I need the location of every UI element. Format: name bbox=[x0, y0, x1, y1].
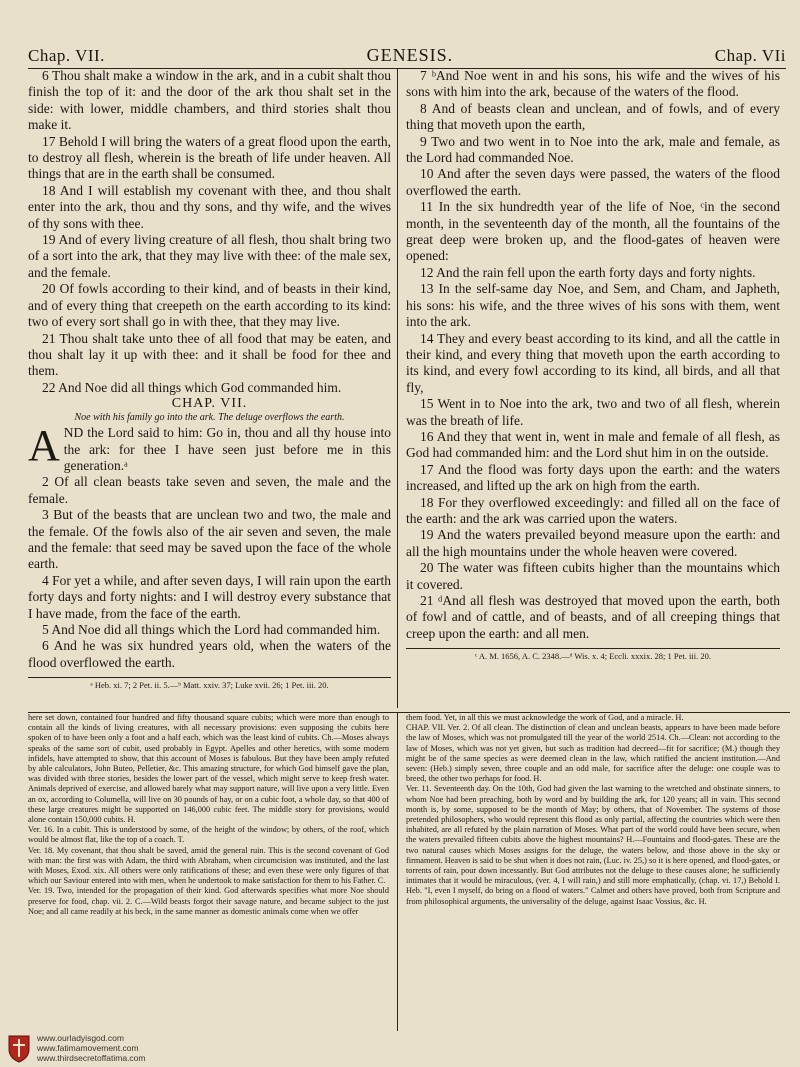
verse: 21 ᵈAnd all flesh was destroyed that moved upon the earth, both of fowl and of cattle, and of beasts, and of all creeping things that creep upon the earth: and all men. bbox=[406, 593, 780, 641]
cross-references-left: ᵃ Heb. xi. 7; 2 Pet. ii. 5.—ᵇ Matt. xxiv. 37; Luke xvii. 26; 1 Pet. iii. 20. bbox=[28, 677, 391, 691]
commentary-notes bbox=[28, 712, 790, 1031]
first-verse-text: ND the Lord said to him: Go in, thou and all thy house into the ark: for thee I have seen just before me in this generation.ᵃ bbox=[63, 425, 391, 473]
note-paragraph: Ver. 19. Two, intended for the propagation of their kind. God afterwards specifies what more Noe should preserve for food, chap. vii. 2. C.—Wild beasts forgot their savage nature, and became subject to the just Noe; and all came readily at his beck, in the same manner as domestic animals come when we offer bbox=[28, 886, 389, 916]
footer-link[interactable]: www.fatimamovement.com bbox=[37, 1043, 139, 1053]
left-column bbox=[28, 68, 398, 708]
verse: 9 Two and two went in to Noe into the ark, male and female, as the Lord had commanded Noe. bbox=[406, 133, 780, 166]
verse: 18 And I will establish my covenant with thee, and thou shalt enter into the ark, thou and thy sons, and thy wife, and the wives of thy sons with thee. bbox=[28, 182, 391, 231]
verse: 21 Thou shalt take unto thee of all food that may be eaten, and thou shalt lay it up with thee: and it shall be food for thee and them. bbox=[28, 330, 391, 379]
verse: 5 And Noe did all things which the Lord had commanded him. bbox=[42, 622, 381, 637]
cross-references-right: ᶜ A. M. 1656, A. C. 2348.—ᵈ Wis. x. 4; Eccli. xxxix. 28; 1 Pet. iii. 20. bbox=[406, 648, 780, 662]
verse: 20 The water was fifteen cubits higher than the mountains which it covered. bbox=[406, 560, 780, 592]
verse: 6 Thou shalt make a window in the ark, and in a cubit shalt thou finish the top of it: and the door of the ark thou shalt set in the side: with lower, middle chambers, and third stories shalt thou make it. bbox=[28, 68, 391, 133]
verse: 12 And the rain fell upon the earth forty days and forty nights. bbox=[420, 264, 756, 280]
verse: 20 Of fowls according to their kind, and of beasts in their kind, and of every thing that creepeth on the earth according to its kind: two of every sort shall go in with thee, that they may live. bbox=[28, 281, 391, 330]
page-header bbox=[28, 36, 786, 69]
verse: 7 ᵇAnd Noe went in and his sons, his wife and the wives of his sons with him into the ark, because of the waters of the flood. bbox=[406, 68, 780, 100]
verse: 18 For they overflowed exceedingly: and filled all on the face of the earth: and the ark was carried upon the waters. bbox=[406, 494, 780, 526]
verse: 2 Of all clean beasts take seven and seven, the male and the female. bbox=[28, 474, 391, 506]
crest-logo-icon bbox=[6, 1033, 32, 1063]
note-paragraph: Ver. 16. In a cubit. This is understood by some, of the height of the window; by others, of the roof, which would be almost flat, like the top of a coach. T. bbox=[28, 825, 389, 845]
verse: 17 Behold I will bring the waters of a great flood upon the earth, to destroy all flesh, wherein is the breath of life under heaven. All things that are in the earth shall be consumed. bbox=[28, 133, 391, 182]
chapter-summary: Noe with his family go into the ark. The deluge overflows the earth. bbox=[74, 412, 345, 424]
footer-urls bbox=[37, 1033, 146, 1063]
verse: 13 In the self-same day Noe, and Sem, and Cham, and Japheth, his sons: his wife, and the three wives of his sons with them, went into the ark. bbox=[406, 281, 780, 330]
first-verse bbox=[28, 421, 391, 474]
verse: 11 In the six hundredth year of the life of Noe, ᶜin the second month, in the seventeenth day of the month, all the fountains of the great deep were broken up, and the flood-gates of heaven were opened: bbox=[406, 199, 780, 264]
verse: 15 Went in to Noe into the ark, two and two of all flesh, wherein was the breath of life. bbox=[406, 396, 780, 428]
note-paragraph: them food. Yet, in all this we must acknowledge the work of God, and a miracle. H. bbox=[406, 713, 684, 722]
notes-right-column bbox=[398, 713, 780, 1031]
verse: 17 And the flood was forty days upon the earth: and the waters increased, and lifted up the ark on high from the earth. bbox=[406, 461, 780, 494]
verse: 19 And of every living creature of all flesh, thou shalt bring two of a sort into the ark, that they may live with thee: of the male sex, and the female. bbox=[28, 232, 391, 280]
drop-cap: A bbox=[28, 421, 60, 471]
note-paragraph: Ver. 11. Seventeenth day. On the 10th, God had given the last warning to the wretched and obstinate sinners, to whom Noe had been preaching, both by word and by building the ark, for 120 years; all in vain. This second month is, by some, supposed to be the month of May; by others, that of November. The systems of those pretended philosophers, who would represent this flood as only partial, affecting the countries which were then inhabited, are all refuted by the plain narration of Moses. What part of the world could have been secure, when the waters prevailed fifteen cubits above the highest mountains? H.—Fountains and flood-gates. These are the two natural causes which Moses assigns for the deluge, the waters below, and those above in the sky or firmament. Heaven is said to be shut when it does not rain, (Luc. iv. 25,) so it is here opened, and flood-gates, or torrents of rain, pour down incessantly. But God attributes not the deluge to these causes alone; he sufficiently intimates that it would be miraculous, (ver. 4, I will rain,) and still more emphatically, (chap. vi. 17,) Behold I. Heb. "I, even I myself, do bring on a flood of waters." Calmet and others have proved, both from Scripture and from philosophical arguments, the universality of the deluge, against Isaac Vossius, &c. H. bbox=[406, 784, 780, 906]
verse: 22 And Noe did all things which God commanded him. bbox=[42, 379, 342, 395]
header-right: Chap. VIi bbox=[714, 46, 786, 65]
scripture-columns bbox=[28, 68, 790, 708]
verse: 8 And of beasts clean and unclean, and of fowls, and of every thing that moveth upon the earth, bbox=[406, 100, 780, 133]
verse: 19 And the waters prevailed beyond measure upon the earth: and all the high mountains under the whole heaven were covered. bbox=[406, 527, 780, 559]
header-title: GENESIS. bbox=[366, 45, 454, 65]
note-paragraph: CHAP. VII. Ver. 2. Of all clean. The distinction of clean and unclean beasts, appears to have been made before the law of Moses, which was not promulgated till the year of the world 2514. Ch.—Clean: not according to the law of Moses, which was not yet given, but such as tradition had decreed—fit for sacrifice; (M.) though they might be of the same species as were deemed clean in the law, which ratified the ancient institution.—And seven: (Heb.) simply seven, three couple and an odd male, for sacrifice after the deluge: one couple was to breed, the other two perhaps for food. H. bbox=[406, 723, 780, 784]
verse: 14 They and every beast according to its kind, and all the cattle in their kind, and every thing that moveth upon the earth according to its kind, and every fowl according to its kind, all birds, and all that fly, bbox=[406, 330, 780, 395]
chapter-title: CHAP. VII. bbox=[171, 396, 248, 412]
footer-link[interactable]: www.thirdsecretoffatima.com bbox=[37, 1053, 146, 1063]
verse: 3 But of the beasts that are unclean two and two, the male and the female. Of the fowls also of the air seven and seven, the male and the female: that seed may be saved upon the face of the whole earth. bbox=[28, 507, 391, 572]
note-paragraph: here set down, contained four hundred and fifty thousand square cubits; which were more than enough to contain all the kinds of living creatures, with all necessary provisions: even supposing the cubits here spoken of to have been only a foot and a half each, which was the least kind of cubits. Ch.—Moses always speaks of the same sort of cubit, used probably in Egypt. Apelles and other heretics, with some modern infidels, have attempted to show, that this account of Moses is fabulous. But they have been amply refuted by able calculators, John Buteo, Pelletier, &c. This amazing structure, for which God himself gave the plan, was divided with three stories, besides the lower part of the vessel, which might serve to keep fresh water. Animals deprived of exercise, and allowed barely what may support nature, will live upon a very little. Even an ox, according to Columella, will live on 30 pounds of hay, or on a cubic foot, a whole day, so that 400 of these large creatures might be supported on 146,000 cubic feet. The middle story for provisions, would alone contain 150,000 cubits. H. bbox=[28, 713, 389, 825]
header-left: Chap. VII. bbox=[28, 46, 105, 65]
verse: 10 And after the seven days were passed, the waters of the flood overflowed the earth. bbox=[406, 166, 780, 198]
verse: 4 For yet a while, and after seven days, I will rain upon the earth forty days and forty nights: and I will destroy every substance that I have made, from the face of the earth. bbox=[28, 572, 391, 621]
notes-left-column bbox=[28, 713, 398, 1031]
page-footer bbox=[6, 1033, 146, 1063]
note-paragraph: Ver. 18. My covenant, that thou shalt be saved, amid the general ruin. This is the second covenant of God with man: the first was with Adam, the third with Abraham, when circumcision was instituted, and the last with Moses, Exod. xix. All others were only ratifications of these; and even these were only figures of that which our Saviour entered into with men, when he undertook to make satisfaction for them to his Father. C. bbox=[28, 845, 389, 886]
footer-link[interactable]: www.ourladyisgod.com bbox=[37, 1033, 124, 1043]
verse: 16 And they that went in, went in male and female of all flesh, as God had commanded him: and the Lord shut him in on the outside. bbox=[406, 428, 780, 461]
right-column bbox=[398, 68, 780, 708]
verse: 6 And he was six hundred years old, when the waters of the flood overflowed the earth. bbox=[28, 638, 391, 670]
